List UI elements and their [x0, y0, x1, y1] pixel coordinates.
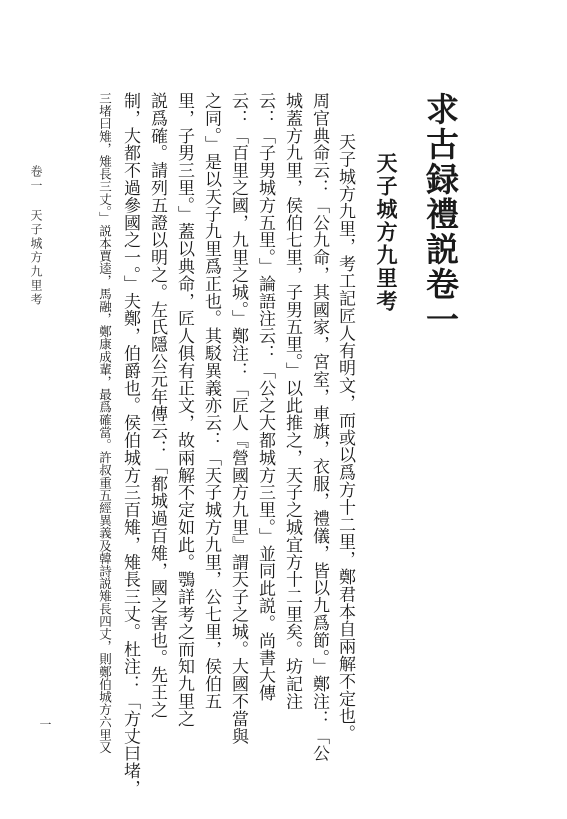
page-number: 一	[38, 718, 52, 730]
text-column: 天子城方九里，考工記匠人有明文，而或以爲方十二里，鄭君本自兩解不定也。	[335, 133, 355, 742]
text-column: 制，大都不過參國之一。」夫鄭，伯爵也。侯伯城方三百雉，雉長三丈。杜注：「方丈曰堵，	[120, 92, 140, 797]
page-footer: 卷一 天子城方九里考	[29, 165, 43, 307]
text-column: 周官典命云：「公九命，其國家，宮室，車旗，衣服，禮儀，皆以九爲節。」鄭注：「公	[309, 92, 329, 763]
text-column: 里，子男三里。」蓋以典命，匠人俱有正文，故兩解不定如此。鶚詳考之而知九里之	[174, 92, 194, 728]
text-column: 之同。」是以天子九里爲正也。其駁異義亦云：「天子城方九里，公七里，侯伯五	[201, 92, 221, 710]
text-column: 説爲確。請列五證以明之。左氏隱公元年傳云：「都城過百雉，國之害也。先王之	[147, 92, 167, 719]
book-title: 求古録禮説卷一	[421, 92, 460, 337]
text-column: 云：「子男城方五里。」論語注云：「公之大都城方三里。」並同此説。尚書大傳	[255, 92, 275, 702]
text-column: 云：「百里之國，九里之城。」鄭注：「匠人『營國方九里』謂天子之城。大國不當與	[228, 92, 248, 745]
text-column: 城蓋方九里，侯伯七里，子男五里。」以此推之，天子之城宜方十二里矣。坊記注	[282, 92, 302, 710]
note-column: 三堵曰雉，雉長三丈。」説本賈逵，馬融，鄭康成輩，最爲確當。許叔重五經異義及韓詩説雉長四丈，則鄭伯城方六里又	[97, 92, 113, 754]
section-heading: 天子城方九里考	[374, 152, 399, 313]
